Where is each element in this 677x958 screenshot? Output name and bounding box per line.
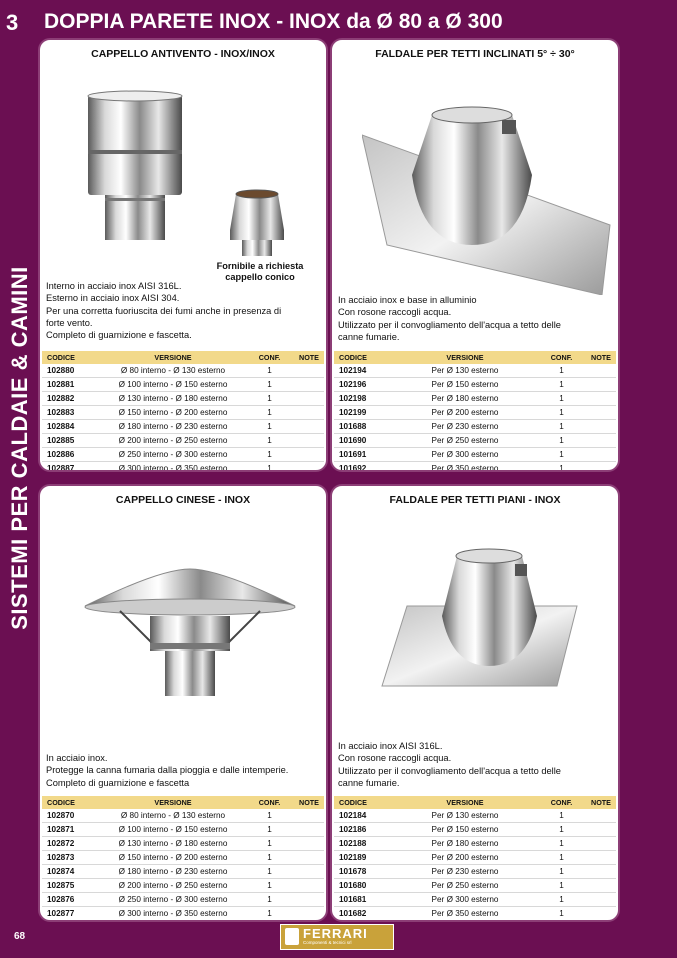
product-table	[42, 351, 324, 472]
row-conf: 1	[245, 462, 294, 473]
row-note	[294, 392, 324, 406]
table-row	[42, 809, 324, 823]
row-version: Ø 200 interno - Ø 250 esterno	[101, 434, 245, 448]
row-code: 102875	[42, 879, 101, 893]
row-code: 102189	[334, 851, 393, 865]
row-version: Ø 130 interno - Ø 180 esterno	[101, 392, 245, 406]
table-row	[42, 434, 324, 448]
header-note: NOTE	[586, 351, 616, 364]
row-code: 101680	[334, 879, 393, 893]
row-conf: 1	[245, 907, 294, 921]
product-panel-faldale-piani	[330, 484, 620, 922]
table-row	[42, 851, 324, 865]
row-conf: 1	[245, 448, 294, 462]
row-note	[294, 406, 324, 420]
row-version: Per Ø 350 esterno	[393, 907, 537, 921]
row-conf: 1	[245, 851, 294, 865]
header-version: VERSIONE	[101, 796, 245, 809]
row-code: 102881	[42, 378, 101, 392]
table-row	[334, 364, 616, 378]
row-version: Per Ø 180 esterno	[393, 837, 537, 851]
row-conf: 1	[245, 392, 294, 406]
row-note	[586, 420, 616, 434]
row-version: Ø 80 interno - Ø 130 esterno	[101, 809, 245, 823]
row-conf: 1	[245, 420, 294, 434]
row-version: Ø 250 interno - Ø 300 esterno	[101, 448, 245, 462]
row-conf: 1	[245, 809, 294, 823]
cappello-cinese-image	[80, 561, 300, 706]
row-version: Per Ø 350 esterno	[393, 462, 537, 473]
page-number: 68	[14, 931, 26, 942]
page-title: DOPPIA PARETE INOX - INOX da Ø 80 a Ø 300	[44, 10, 503, 33]
row-version: Ø 300 interno - Ø 350 esterno	[101, 907, 245, 921]
row-note	[294, 907, 324, 921]
row-code: 102188	[334, 837, 393, 851]
row-version: Ø 250 interno - Ø 300 esterno	[101, 893, 245, 907]
row-note	[586, 907, 616, 921]
row-note	[586, 378, 616, 392]
product-panel-cappello-cinese	[38, 484, 328, 922]
row-note	[586, 448, 616, 462]
row-code: 102884	[42, 420, 101, 434]
row-version: Per Ø 150 esterno	[393, 823, 537, 837]
faldale-inclinati-image	[362, 95, 612, 295]
table-row	[42, 392, 324, 406]
row-note	[294, 378, 324, 392]
row-note	[294, 823, 324, 837]
row-conf: 1	[537, 420, 586, 434]
row-note	[586, 893, 616, 907]
row-note	[586, 434, 616, 448]
row-conf: 1	[245, 879, 294, 893]
row-version: Per Ø 180 esterno	[393, 392, 537, 406]
row-conf: 1	[537, 893, 586, 907]
header-note: NOTE	[294, 351, 324, 364]
row-note	[586, 837, 616, 851]
row-version: Ø 180 interno - Ø 230 esterno	[101, 865, 245, 879]
row-conf: 1	[537, 378, 586, 392]
row-code: 102886	[42, 448, 101, 462]
row-conf: 1	[537, 837, 586, 851]
product-description: In acciaio inox. Protegge la canna fumaria dalla pioggia e dalle intemperie. Completo di guarnizione e fascetta	[46, 753, 289, 788]
row-note	[586, 851, 616, 865]
table-row	[334, 879, 616, 893]
row-conf: 1	[537, 392, 586, 406]
row-code: 102876	[42, 893, 101, 907]
row-note	[294, 809, 324, 823]
row-version: Per Ø 130 esterno	[393, 809, 537, 823]
row-code: 101690	[334, 434, 393, 448]
row-conf: 1	[245, 406, 294, 420]
row-note	[586, 879, 616, 893]
row-version: Ø 180 interno - Ø 230 esterno	[101, 420, 245, 434]
panel-title: FALDALE PER TETTI INCLINATI 5° ÷ 30°	[375, 48, 575, 60]
cappello-conico-image	[222, 188, 292, 260]
logo-mark-icon	[285, 928, 299, 945]
table-row	[42, 378, 324, 392]
row-code: 101682	[334, 907, 393, 921]
row-conf: 1	[245, 378, 294, 392]
row-code: 101678	[334, 865, 393, 879]
product-table	[334, 796, 616, 921]
panel-title: CAPPELLO CINESE - INOX	[115, 494, 251, 506]
row-version: Ø 100 interno - Ø 150 esterno	[101, 378, 245, 392]
row-conf: 1	[537, 809, 586, 823]
row-code: 102194	[334, 364, 393, 378]
header-conf: CONF.	[245, 351, 294, 364]
row-code: 102186	[334, 823, 393, 837]
table-row	[334, 837, 616, 851]
product-panel-faldale-inclinati	[330, 38, 620, 472]
row-version: Per Ø 300 esterno	[393, 893, 537, 907]
row-note	[294, 893, 324, 907]
table-row	[334, 823, 616, 837]
row-version: Ø 100 interno - Ø 150 esterno	[101, 823, 245, 837]
row-note	[586, 823, 616, 837]
row-code: 102873	[42, 851, 101, 865]
row-version: Per Ø 300 esterno	[393, 448, 537, 462]
row-conf: 1	[537, 364, 586, 378]
row-code: 102877	[42, 907, 101, 921]
faldale-piani-image	[377, 546, 587, 711]
product-description: Interno in acciaio inox AISI 316L. Esterno in acciaio inox AISI 304. Per una corretta fuoriuscita dei fumi anche in presenza di forte vento. Completo di guarnizione e fascetta.	[46, 281, 282, 341]
row-note	[586, 406, 616, 420]
header-code: CODICE	[334, 351, 393, 364]
table-row	[42, 879, 324, 893]
table-row	[334, 907, 616, 921]
row-code: 101688	[334, 420, 393, 434]
product-table	[334, 351, 616, 472]
table-row	[334, 434, 616, 448]
row-conf: 1	[537, 907, 586, 921]
header-version: VERSIONE	[393, 796, 537, 809]
table-row	[42, 420, 324, 434]
row-version: Ø 300 interno - Ø 350 esterno	[101, 462, 245, 473]
table-row	[334, 420, 616, 434]
row-note	[586, 809, 616, 823]
row-code: 102872	[42, 837, 101, 851]
row-code: 101692	[334, 462, 393, 473]
row-code: 102871	[42, 823, 101, 837]
table-row	[42, 448, 324, 462]
header-conf: CONF.	[245, 796, 294, 809]
row-code: 102880	[42, 364, 101, 378]
row-note	[294, 434, 324, 448]
panel-title: CAPPELLO ANTIVENTO - INOX/INOX	[91, 48, 275, 60]
row-conf: 1	[245, 823, 294, 837]
row-version: Ø 200 interno - Ø 250 esterno	[101, 879, 245, 893]
row-version: Ø 150 interno - Ø 200 esterno	[101, 406, 245, 420]
header-code: CODICE	[42, 351, 101, 364]
table-row	[42, 823, 324, 837]
row-note	[294, 865, 324, 879]
row-code: 102199	[334, 406, 393, 420]
row-version: Per Ø 200 esterno	[393, 406, 537, 420]
table-row	[42, 907, 324, 921]
row-code: 102184	[334, 809, 393, 823]
row-note	[586, 364, 616, 378]
table-row	[42, 406, 324, 420]
row-version: Ø 150 interno - Ø 200 esterno	[101, 851, 245, 865]
cappello-antivento-image	[80, 90, 190, 250]
sidebar-title: SISTEMI PER CALDAIE & CAMINI	[7, 266, 32, 630]
row-code: 102882	[42, 392, 101, 406]
row-conf: 1	[537, 865, 586, 879]
header-conf: CONF.	[537, 796, 586, 809]
row-version: Per Ø 230 esterno	[393, 865, 537, 879]
table-row	[334, 448, 616, 462]
row-note	[586, 392, 616, 406]
product-panel-cappello-antivento	[38, 38, 328, 472]
row-note	[294, 448, 324, 462]
logo-tagline: Componenti & tecnici srl	[303, 940, 352, 945]
logo-name: FERRARI	[303, 926, 368, 941]
row-conf: 1	[537, 448, 586, 462]
table-row	[334, 809, 616, 823]
row-note	[294, 851, 324, 865]
row-code: 102870	[42, 809, 101, 823]
section-number: 3	[6, 10, 19, 35]
row-conf: 1	[245, 434, 294, 448]
header-note: NOTE	[586, 796, 616, 809]
table-row	[42, 865, 324, 879]
row-conf: 1	[245, 893, 294, 907]
table-row	[334, 865, 616, 879]
product-table	[42, 796, 324, 921]
row-note	[294, 879, 324, 893]
row-version: Per Ø 130 esterno	[393, 364, 537, 378]
product-description: In acciaio inox AISI 316L. Con rosone raccogli acqua. Utilizzato per il convogliamento dell'acqua a tetto delle canne fumarie.	[338, 741, 561, 788]
row-version: Per Ø 230 esterno	[393, 420, 537, 434]
table-row	[334, 378, 616, 392]
row-note	[294, 364, 324, 378]
row-code: 102198	[334, 392, 393, 406]
row-version: Per Ø 250 esterno	[393, 879, 537, 893]
row-code: 102885	[42, 434, 101, 448]
header-note: NOTE	[294, 796, 324, 809]
row-conf: 1	[245, 364, 294, 378]
table-row	[42, 893, 324, 907]
table-row	[334, 392, 616, 406]
row-version: Per Ø 250 esterno	[393, 434, 537, 448]
table-row	[42, 364, 324, 378]
row-version: Per Ø 200 esterno	[393, 851, 537, 865]
row-conf: 1	[537, 462, 586, 473]
product-description: In acciaio inox e base in alluminio Con rosone raccogli acqua. Utilizzato per il convogliamento dell'acqua a tetto delle canne fumarie.	[338, 295, 561, 342]
row-version: Per Ø 150 esterno	[393, 378, 537, 392]
table-row	[334, 462, 616, 473]
panel-title: FALDALE PER TETTI PIANI - INOX	[389, 494, 561, 506]
row-conf: 1	[537, 879, 586, 893]
header-version: VERSIONE	[393, 351, 537, 364]
row-conf: 1	[245, 865, 294, 879]
table-row	[42, 462, 324, 473]
row-note	[294, 420, 324, 434]
row-code: 101681	[334, 893, 393, 907]
table-row	[334, 893, 616, 907]
row-conf: 1	[245, 837, 294, 851]
row-code: 102196	[334, 378, 393, 392]
ferrari-logo	[280, 924, 394, 950]
header-version: VERSIONE	[101, 351, 245, 364]
row-note	[586, 865, 616, 879]
header-conf: CONF.	[537, 351, 586, 364]
row-code: 102887	[42, 462, 101, 473]
row-conf: 1	[537, 851, 586, 865]
table-row	[334, 406, 616, 420]
row-note	[294, 837, 324, 851]
image-note: Fornibile a richiesta cappello conico	[216, 261, 304, 282]
header-code: CODICE	[334, 796, 393, 809]
row-conf: 1	[537, 823, 586, 837]
row-code: 101691	[334, 448, 393, 462]
row-conf: 1	[537, 406, 586, 420]
table-row	[334, 851, 616, 865]
row-code: 102883	[42, 406, 101, 420]
header-code: CODICE	[42, 796, 101, 809]
row-version: Ø 80 interno - Ø 130 esterno	[101, 364, 245, 378]
row-note	[294, 462, 324, 473]
row-note	[586, 462, 616, 473]
row-code: 102874	[42, 865, 101, 879]
row-version: Ø 130 interno - Ø 180 esterno	[101, 837, 245, 851]
row-conf: 1	[537, 434, 586, 448]
table-row	[42, 837, 324, 851]
